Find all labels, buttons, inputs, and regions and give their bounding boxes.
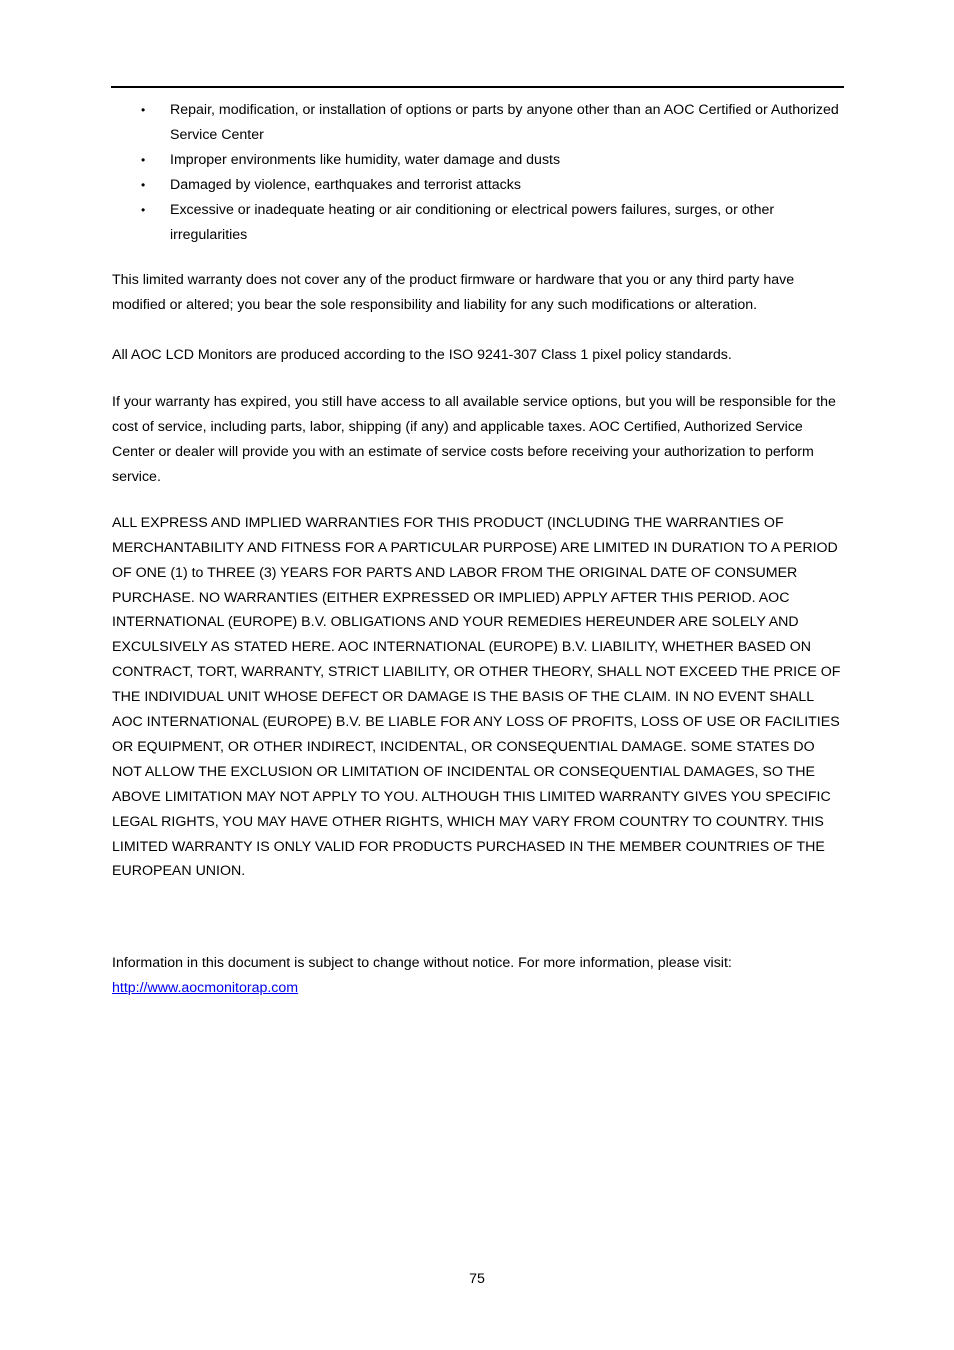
list-item-text: Excessive or inadequate heating or air conditioning or electrical powers failures, surges, or other irregularities (170, 201, 775, 243)
list-item (112, 198, 846, 248)
list-item-text: Repair, modification, or installation of options or parts by anyone other than an AOC Certified or Authorized Service Center (170, 102, 839, 143)
list-item-text: Improper environments like humidity, water damage and dusts (170, 151, 561, 168)
bullet-icon: • (141, 202, 146, 217)
info-text: Information in this document is subject to change without notice. For more information, please visit: (112, 955, 732, 972)
warranty-disclaimer-paragraph: ALL EXPRESS AND IMPLIED WARRANTIES FOR THIS PRODUCT (INCLUDING THE WARRANTIES OF MERCHANTABILITY AND FITNESS FOR A PARTICULAR PURPOSE) ARE LIMITED IN DURATION TO A PERIOD OF ONE (1) to THREE (3) YEARS FOR PARTS AND LABOR FROM THE ORIGINAL DATE OF CONSUMER PURCHASE. NO WARRANTIES (EITHER EXPRESSED OR IMPLIED) APPLY AFTER THIS PERIOD. AOC INTERNATIONAL (EUROPE) B.V. OBLIGATIONS AND YOUR REMEDIES HEREUNDER ARE SOLELY AND EXCULSIVELY AS STATED HERE. AOC INTERNATIONAL (EUROPE) B.V. LIABILITY, WHETHER BASED ON CONTRACT, TORT, WARRANTY, STRICT LIABILITY, OR OTHER THEORY, SHALL NOT EXCEED THE PRICE OF THE INDIVIDUAL UNIT WHOSE DEFECT OR DAMAGE IS THE BASIS OF THE CLAIM. IN NO EVENT SHALL AOC INTERNATIONAL (EUROPE) B.V. BE LIABLE FOR ANY LOSS OF PROFITS, LOSS OF USE OR FACILITIES OR EQUIPMENT, OR OTHER INDIRECT, INCIDENTAL, OR CONSEQUENTIAL DAMAGE. SOME STATES DO NOT ALLOW THE EXCLUSION OR LIMITATION OF INCIDENTAL OR CONSEQUENTIAL DAMAGES, SO THE ABOVE LIMITATION MAY NOT APPLY TO YOU. ALTHOUGH THIS LIMITED WARRANTY GIVES YOU SPECIFIC LEGAL RIGHTS, YOU MAY HAVE OTHER RIGHTS, WHICH MAY VARY FROM COUNTRY TO COUNTRY. THIS LIMITED WARRANTY IS ONLY VALID FOR PRODUCTS PURCHASED IN THE MEMBER COUNTRIES OF THE EUROPEAN UNION. (112, 514, 841, 880)
bullet-icon: • (141, 152, 146, 167)
website-link[interactable]: http://www.aocmonitorap.com (112, 980, 299, 997)
header-rule (111, 86, 844, 88)
expired-warranty-paragraph: If your warranty has expired, you still have access to all available service options, but you will be responsible for the cost of service, including parts, labor, shipping (if any) and applicable taxes. AOC Certified, Authorized Service Center or dealer will provide you with an estimate of service costs before receiving your authorization to perform service. (112, 394, 836, 485)
info-paragraph (112, 951, 846, 1001)
pixel-policy-paragraph: All AOC LCD Monitors are produced according to the ISO 9241-307 Class 1 pixel policy standards. (112, 347, 732, 364)
list-item (112, 98, 846, 148)
firmware-paragraph: This limited warranty does not cover any of the product firmware or hardware that you or any third party have modified or altered; you bear the sole responsibility and liability for any such modifications or alteration. (112, 272, 795, 314)
document-body (112, 98, 846, 1001)
list-item (112, 148, 846, 173)
list-item (112, 173, 846, 198)
exclusions-list (112, 98, 846, 247)
list-item-text: Damaged by violence, earthquakes and terrorist attacks (170, 176, 521, 193)
bullet-icon: • (141, 103, 146, 117)
bullet-icon: • (141, 177, 146, 192)
page-number: 75 (469, 1271, 485, 1287)
